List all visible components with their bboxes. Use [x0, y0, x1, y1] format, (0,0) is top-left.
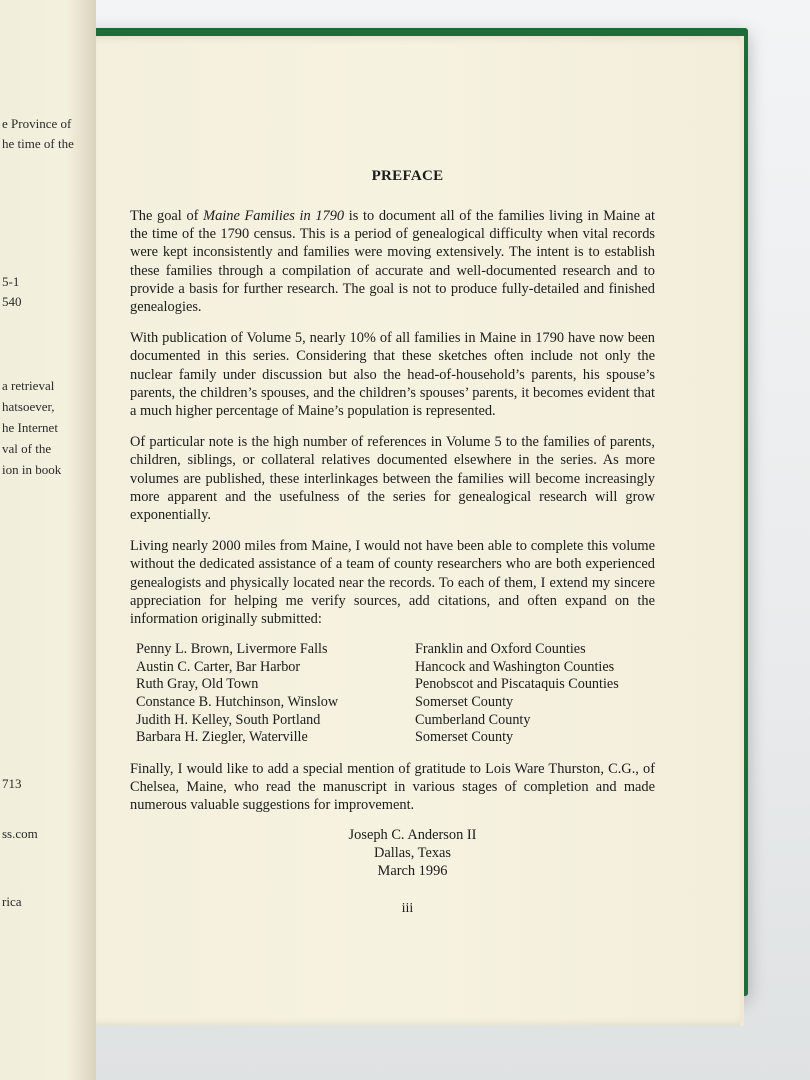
researcher-names — [136, 641, 406, 747]
researcher-county: Cumberland County — [415, 711, 531, 728]
left-page-line: rica — [2, 894, 22, 909]
researcher-county: Somerset County — [415, 729, 514, 746]
researcher-county: Franklin and Oxford Counties — [415, 641, 586, 658]
page-number: iii — [401, 900, 414, 916]
preface-paragraph-2: With publication of Volume 5, nearly 10% of all families in Maine in 1790 have now been documented in this series. Considering that these sketches often include not only the nuclear family under discussion but also the head-of-household’s parents, his spouse’s parents, the children’s spouses, and the children’s spouses’ parents, it becomes evident that a much higher percentage of Maine’s population is represented. — [130, 330, 655, 420]
left-page-line: e Province of — [2, 116, 72, 131]
preface-paragraph-3: Of particular note is the high number of references in Volume 5 to the families of parents, children, siblings, or collateral relatives documented elsewhere in the series. As more volumes are published, these interlinkages between the families will become increasingly more apparent and the usefulness of the series for genealogical research will grow exponentially. — [130, 434, 655, 524]
left-page-line: 5-1 — [2, 274, 20, 289]
researcher-county: Penobscot and Piscataquis Counties — [415, 676, 619, 693]
paragraph-text: The goal of — [130, 208, 204, 224]
preface-paragraph-5: Finally, I would like to add a special mention of gratitude to Lois Ware Thurston, C.G., of Chelsea, Maine, who read the manuscript in various stages of completion and made numerous valuable suggestions for improvement. — [130, 760, 655, 814]
researcher-name: Austin C. Carter, Bar Harbor — [136, 658, 301, 675]
left-page-line: hatsoever, — [2, 399, 55, 414]
preface-heading: PREFACE — [371, 168, 444, 184]
researcher-county: Hancock and Washington Counties — [415, 658, 615, 675]
left-page-line: a retrieval — [2, 378, 55, 393]
researcher-name: Penny L. Brown, Livermore Falls — [136, 641, 328, 658]
signature-block — [170, 827, 655, 880]
left-page — [0, 0, 96, 1080]
left-page-line: he time of the — [2, 136, 74, 151]
researcher-name: Ruth Gray, Old Town — [136, 676, 259, 693]
researcher-list — [136, 641, 655, 747]
author-location: Dallas, Texas — [373, 845, 452, 862]
researcher-name: Barbara H. Ziegler, Waterville — [136, 729, 308, 746]
researcher-name: Constance B. Hutchinson, Winslow — [136, 694, 339, 711]
left-page-line: 713 — [2, 776, 22, 791]
preface-date: March 1996 — [377, 863, 448, 880]
preface-paragraph-4: Living nearly 2000 miles from Maine, I would not have been able to complete this volume without the dedicated assistance of a team of county researchers who are both experienced genealogists and physically located near the records. To each of them, I extend my sincere appreciation for helping me verify sources, add citations, and often expand on the information originally submitted: — [130, 538, 655, 628]
researcher-county: Somerset County — [415, 694, 514, 711]
left-page-line: ss.com — [2, 826, 38, 841]
researcher-counties — [415, 641, 655, 747]
left-page-line: val of the — [2, 441, 52, 456]
left-page-line: 540 — [2, 294, 22, 309]
left-page-line: ion in book — [2, 462, 62, 477]
researcher-name: Judith H. Kelley, South Portland — [136, 711, 321, 728]
preface-paragraph-1 — [130, 207, 655, 316]
book-title: Maine Families in 1790 — [203, 208, 345, 224]
left-page-line: he Internet — [2, 420, 58, 435]
author-name: Joseph C. Anderson II — [348, 827, 477, 844]
paragraph-text: is to document all of the families living in Maine at the time of the 1790 census. This is a period of genealogical difficulty when vital records were kept inconsistently and families were moving extensively. The intent is to establish these families through a compilation of accurate and well-documented research and to provide a basis for further research. The goal is not to produce fully-detailed and finished genealogies. — [130, 208, 655, 316]
preface-content — [130, 168, 655, 917]
